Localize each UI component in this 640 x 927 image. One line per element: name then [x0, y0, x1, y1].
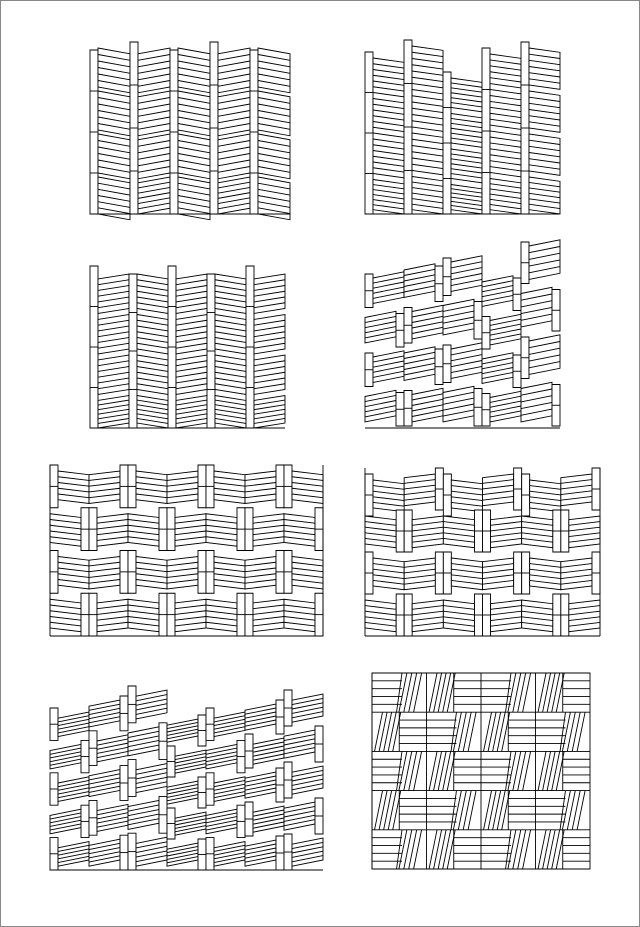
weave-block — [214, 557, 245, 589]
herringbone-stepped-pattern — [365, 40, 560, 214]
weave-block — [245, 471, 276, 503]
weave-block — [491, 600, 522, 632]
basket-block — [529, 240, 560, 280]
weave-block — [404, 558, 435, 590]
weave-block — [561, 474, 592, 506]
basket-block — [443, 299, 474, 335]
weave-block — [97, 514, 128, 546]
weave-block — [245, 557, 276, 589]
weave-block — [483, 474, 514, 506]
weave-block — [483, 558, 514, 590]
weave-block — [365, 516, 396, 548]
basket-block — [404, 347, 435, 381]
weave-block — [128, 514, 159, 546]
basket-block — [521, 287, 552, 327]
basket-ladder-diagonal-pattern — [365, 240, 560, 428]
weave-block — [530, 558, 561, 590]
weave-block — [530, 480, 561, 512]
weave-block — [58, 471, 89, 503]
weave-block — [373, 480, 404, 512]
weave-block — [451, 480, 482, 512]
weave-block — [451, 558, 482, 590]
weave-block — [491, 516, 522, 548]
weave-block — [214, 471, 245, 503]
basket-block — [412, 388, 443, 422]
weave-block — [136, 557, 167, 589]
weave-block — [284, 514, 315, 546]
herringbone-a-pattern — [90, 42, 290, 220]
weave-block — [167, 719, 198, 742]
weave-block — [569, 516, 600, 548]
weave-block — [128, 599, 159, 631]
stepped-weave-pattern — [50, 686, 323, 870]
weave-block — [89, 557, 120, 589]
herringbone-b-pattern — [90, 266, 285, 428]
weave-block — [167, 471, 198, 503]
weave-block — [89, 471, 120, 503]
basket-block — [451, 343, 482, 379]
weave-block — [253, 514, 284, 546]
weave-block — [58, 557, 89, 589]
weave-block — [443, 516, 474, 548]
weave-block — [443, 600, 474, 632]
weave-block — [167, 557, 198, 589]
weave-block — [206, 514, 237, 546]
weave-block — [175, 599, 206, 631]
weave-block — [412, 516, 443, 548]
basket-block — [443, 386, 474, 422]
weave-block — [561, 558, 592, 590]
weave-block — [175, 514, 206, 546]
basket-block — [451, 256, 482, 292]
herringbone-woven-pattern — [365, 468, 600, 636]
weave-block — [136, 471, 167, 503]
weave-block — [167, 781, 198, 804]
basket-block — [412, 305, 443, 339]
weave-block — [50, 599, 81, 631]
weave-block — [175, 812, 206, 835]
weave-block — [50, 514, 81, 546]
weave-block — [97, 599, 128, 631]
weave-block — [522, 516, 553, 548]
basket-block — [404, 264, 435, 298]
weave-block — [292, 557, 323, 589]
diagonal-basketweave-pattern — [372, 673, 590, 869]
basket-block — [521, 382, 552, 422]
weave-block — [373, 558, 404, 590]
weave-block — [284, 599, 315, 631]
weave-block — [167, 843, 198, 866]
weave-block — [365, 600, 396, 632]
weave-block — [292, 471, 323, 503]
weave-block — [569, 600, 600, 632]
weave-block — [412, 600, 443, 632]
weave-block — [206, 599, 237, 631]
basket-block — [529, 335, 560, 375]
weave-block — [522, 600, 553, 632]
weave-block — [253, 599, 284, 631]
weave-block — [404, 474, 435, 506]
weave-block — [175, 750, 206, 773]
herringbone-woven-wide-pattern — [50, 465, 323, 636]
